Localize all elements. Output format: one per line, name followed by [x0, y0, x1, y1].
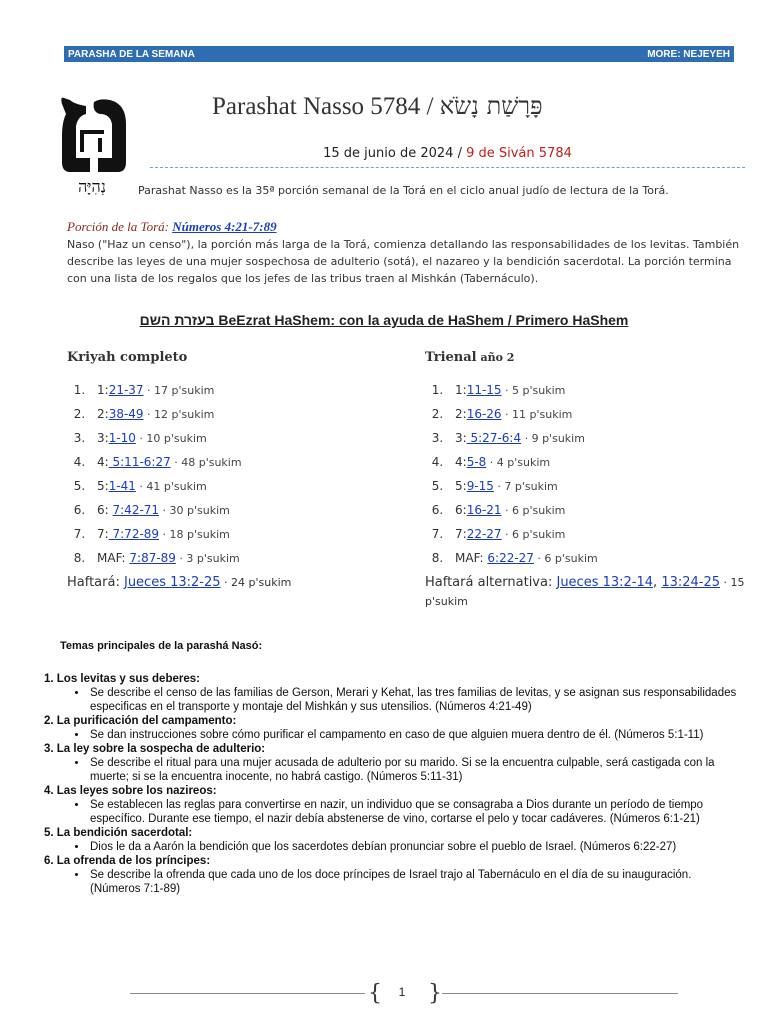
trienal-list: [425, 383, 745, 575]
theme-heading: 2. La purificación del campamento:: [44, 715, 237, 727]
themes-list: [44, 672, 744, 896]
psukim-count: · 10 p'sukim: [135, 432, 207, 445]
aliyah-ref-link[interactable]: 21-37: [108, 383, 144, 397]
list-item: [447, 383, 745, 407]
psukim-count: · 12 p'sukim: [143, 408, 215, 421]
theme-text: • Se describe el ritual para una mujer acusada de adulterio por su marido. Si se la encuentra culpable, será castigada con la muerte; si se la encuentra inocente, no habrá castigo. (Números 5:11-31): [88, 756, 744, 784]
psukim-count: · 6 p'sukim: [533, 552, 598, 565]
theme-item: [44, 854, 744, 896]
trienal-year: año 2: [476, 351, 515, 364]
list-item: [89, 407, 397, 431]
aliyah-number: MAF:: [455, 551, 488, 565]
aliyah-number: 6:: [97, 503, 113, 517]
aliyah-ref-link[interactable]: 5:11-6:27: [108, 455, 171, 469]
list-item: [447, 551, 745, 575]
haftara-ref-link[interactable]: Jueces 13:2-25: [123, 575, 221, 590]
list-item: [89, 551, 397, 575]
aliyah-number: 5:: [97, 479, 109, 493]
list-item: [447, 527, 745, 551]
aliyah-ref-link[interactable]: 7:42-71: [112, 503, 160, 517]
aliyah-ref-link[interactable]: 1-10: [108, 431, 136, 445]
aliyah-number: 7:: [97, 527, 109, 541]
theme-text: • Se dan instrucciones sobre cómo purificar el campamento en caso de que alguien muera dentro de él. (Números 5:1-11): [88, 728, 744, 742]
psukim-count: · 3 p'sukim: [175, 552, 240, 565]
list-item: [89, 455, 397, 479]
psukim-count: · 41 p'sukim: [135, 480, 207, 493]
page-number: 1: [398, 985, 406, 999]
theme-text: • Se establecen las reglas para convertirse en nazir, un individuo que se consagraba a Dios durante un período de tiempo específico. Durante ese tiempo, el nazir debía abstenerse de vino, cortarse el pelo y tocar cadáveres. (Números 6:1-21): [88, 798, 744, 826]
haftara-alt-psukim: · 15 p'sukim: [425, 576, 745, 608]
psukim-count: · 48 p'sukim: [170, 456, 242, 469]
trienal-title: [425, 350, 745, 365]
aliyah-ref-link[interactable]: 5:27-6:4: [466, 431, 522, 445]
aliyah-number: 1:: [97, 383, 109, 397]
aliyah-ref-link[interactable]: 6:22-27: [487, 551, 534, 565]
kriyah-list: [67, 383, 397, 575]
psukim-count: · 18 p'sukim: [159, 528, 230, 541]
haftara-alt-ref-link-1[interactable]: Jueces 13:2-14: [556, 575, 654, 590]
aliyah-ref-link[interactable]: 7:87-89: [129, 551, 176, 565]
themes-title: Temas principales de la parashá Nasó:: [60, 640, 263, 652]
aliyah-number: 6:: [455, 503, 467, 517]
portion-description: Naso ("Haz un censo"), la porción más larga de la Torá, comienza detallando las responsabilidades de los levitas. También describe las leyes de una mujer sospechosa de adulterio (sotá), el nazareo y la bendición sacerdotal. La porción termina con una lista de los regalos que los jefes de las tribus traen al Mishkán (Tabernáculo).: [67, 238, 740, 285]
theme-heading: 6. La ofrenda de los príncipes:: [44, 855, 211, 867]
aliyah-number: 2:: [455, 407, 467, 421]
beezrat-heading: [0, 312, 768, 328]
haftara-alt-ref-link-2[interactable]: 13:24-25: [661, 575, 721, 590]
psukim-count: · 9 p'sukim: [521, 432, 585, 445]
haftara-alt-label: Haftará alternativa:: [425, 575, 557, 590]
hebrew-letters-logo: [56, 92, 128, 200]
theme-text: • Se describe el censo de las familias de Gerson, Merari y Kehat, las tres familias de levitas, y se asignan sus responsabilidades especificas en el transporte y montaje del Mishkán y sus utensilios. (Números 4:21-49): [88, 686, 744, 714]
aliyah-number: 7:: [455, 527, 467, 541]
aliyah-ref-link[interactable]: 5-8: [466, 455, 487, 469]
svg-text:נְהִיָּה: נְהִיָּה: [78, 177, 106, 196]
date-line: [150, 146, 745, 168]
aliyah-ref-link[interactable]: 11-15: [466, 383, 502, 397]
portion-label: Porción de la Torá:: [67, 219, 169, 234]
list-item: [447, 407, 745, 431]
header-right-label: MORE: NEJEYEH: [647, 48, 730, 60]
kriyah-column: [67, 350, 397, 592]
aliyah-number: 4:: [455, 455, 467, 469]
trienal-title-text: Trienal: [425, 350, 477, 365]
portion-ref-link[interactable]: Números 4:21-7:89: [172, 219, 277, 234]
psukim-count: · 5 p'sukim: [501, 384, 566, 397]
psukim-count: · 4 p'sukim: [486, 456, 551, 469]
torah-portion: [67, 218, 747, 287]
psukim-count: · 11 p'sukim: [501, 408, 573, 421]
list-item: [89, 479, 397, 503]
left-brace: {: [368, 981, 382, 1006]
page-footer: [130, 981, 678, 1006]
title-hebrew: פָּרָשַׁת נָשֹׂא: [439, 92, 543, 120]
list-item: [89, 431, 397, 455]
gregorian-date: 15 de junio de 2024 /: [323, 146, 467, 161]
aliyah-ref-link[interactable]: 9-15: [466, 479, 494, 493]
aliyah-number: 1:: [455, 383, 467, 397]
aliyah-number: 3:: [455, 431, 467, 445]
trienal-column: [425, 350, 745, 611]
header-left-label: PARASHA DE LA SEMANA: [68, 48, 195, 60]
theme-item: [44, 714, 744, 742]
aliyah-number: 2:: [97, 407, 109, 421]
aliyah-ref-link[interactable]: 16-21: [466, 503, 502, 517]
list-item: [89, 503, 397, 527]
theme-item: [44, 672, 744, 714]
list-item: [447, 455, 745, 479]
list-item: [89, 383, 397, 407]
title-text: Parashat Nasso 5784 /: [212, 93, 440, 120]
aliyah-ref-link[interactable]: 38-49: [108, 407, 144, 421]
hebrew-date: 9 de Siván 5784: [466, 146, 572, 161]
haftara-psukim: · 24 p'sukim: [220, 576, 292, 589]
theme-item: [44, 826, 744, 854]
psukim-count: · 30 p'sukim: [159, 504, 230, 517]
right-brace: }: [428, 981, 442, 1006]
aliyah-number: 3:: [97, 431, 109, 445]
psukim-count: · 17 p'sukim: [143, 384, 215, 397]
theme-text: • Se describe la ofrenda que cada uno de los doce príncipes de Israel trajo al Tabernáculo en el día de su inauguración. (Números 7:1-89): [88, 868, 744, 896]
theme-heading: 4. Las leyes sobre los nazireos:: [44, 785, 217, 797]
list-item: [447, 431, 745, 455]
theme-text: • Dios le da a Aarón la bendición que los sacerdotes debían pronunciar sobre el pueblo de Israel. (Números 6:22-27): [88, 840, 744, 854]
haftara-line: [67, 573, 397, 592]
psukim-count: · 6 p'sukim: [501, 504, 566, 517]
haftara-alt-line: [425, 573, 745, 611]
psukim-count: · 7 p'sukim: [493, 480, 558, 493]
aliyah-number: 4:: [97, 455, 109, 469]
page-title: [212, 92, 652, 121]
kriyah-title: Kriyah completo: [67, 350, 188, 365]
psukim-count: · 6 p'sukim: [501, 528, 566, 541]
haftara-label: Haftará:: [67, 575, 124, 590]
header-bar: [64, 46, 734, 62]
aliyah-ref-link[interactable]: 16-26: [466, 407, 502, 421]
aliyah-ref-link[interactable]: 22-27: [466, 527, 502, 541]
aliyah-ref-link[interactable]: 7:72-89: [108, 527, 160, 541]
footer-line-left: [130, 993, 365, 994]
aliyah-ref-link[interactable]: 1-41: [108, 479, 136, 493]
haftara-separator: ,: [653, 575, 662, 590]
aliyah-number: 5:: [455, 479, 467, 493]
theme-heading: 1. Los levitas y sus deberes:: [44, 673, 200, 685]
footer-line-right: [442, 993, 678, 994]
list-item: [447, 503, 745, 527]
list-item: [89, 527, 397, 551]
theme-heading: 3. La ley sobre la sospecha de adulterio:: [44, 743, 266, 755]
aliyah-number: MAF:: [97, 551, 130, 565]
theme-heading: 5. La bendición sacerdotal:: [44, 827, 193, 839]
list-item: [447, 479, 745, 503]
beezrat-text: בעזרת השם BeEzrat HaShem: con la ayuda de HaShem / Primero HaShem: [139, 312, 629, 328]
theme-item: [44, 742, 744, 784]
theme-item: [44, 784, 744, 826]
intro-text: Parashat Nasso es la 35ª porción semanal de la Torá en el ciclo anual judío de lectura de la Torá.: [138, 184, 669, 197]
